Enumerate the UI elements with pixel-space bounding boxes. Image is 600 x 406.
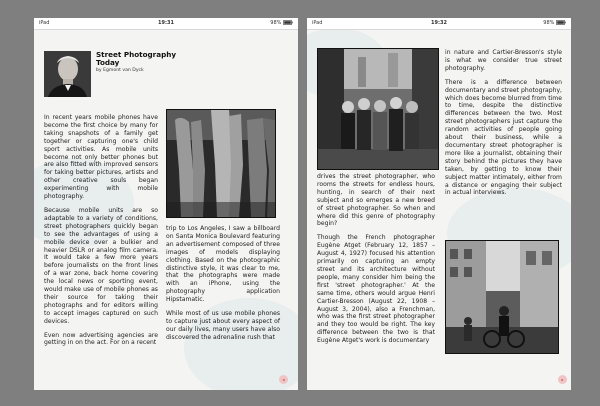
paragraph: in nature and Cartier-Bresson's style is what we consider true street photography. [445,49,562,72]
paragraph: While most of us use mobile phones to capture just about every aspect of our daily lives, many users have also discovered the adrenaline rush that [166,310,280,341]
clock: 19:31 [158,20,174,26]
text-column-1 [44,114,158,347]
page-marker[interactable]: ◂ [279,375,288,384]
paragraph: Even now advertising agencies are getting in on the act. For on a recent [44,331,158,347]
left-page [34,18,298,390]
page-marker[interactable]: ▸ [558,375,567,384]
battery-icon [556,20,566,25]
status-bar [34,18,298,30]
street-photo-crowd [317,48,439,170]
battery-indicator [270,18,293,29]
article-byline: by Egmont van Dyck [96,68,144,73]
device-label: iPad [312,20,323,26]
text-column-2 [445,49,562,197]
text-column-2 [166,225,280,342]
article-title: Street Photography Today [96,50,177,67]
battery-percent: 98% [270,20,282,26]
battery-percent: 98% [543,20,555,26]
paragraph: Because mobile units are so adaptable to a variety of conditions, street photographers quickly began to see the advantages of using a mobile device over a bulkier and heavier DSLR or analog film camera. It would take a few more years before journalists on the front lines of a war zone, back home covering the local news or sporting event, would make use of mobile phones as their source for taking their photographs and for editors willing to accept images captured on such devices. [44,206,158,325]
paragraph: There is a difference between documentary and street photography, which does become blurred from time to time, despite the distinctive differences between the two. Most street photographers just capture the random activities of people going about their business, while a documentary street photographer is more like a journalist, obtaining their story behind the pictures they have taken, by getting to know their subject matter intimately, either from a distance or engaging their subject in actual interviews. [445,78,562,197]
right-page [307,18,571,390]
text-column-1 [317,173,435,345]
street-photo-cyclist [445,240,559,354]
clock: 19:32 [431,20,447,26]
paragraph: drives the street photographer, who rooms the streets for endless hours, hunting, in search of their next subject and so emerges a new breed of street photographer. So when and where did this genre of photography begin? [317,173,435,228]
battery-indicator [543,18,566,29]
paragraph: trip to Los Angeles, I saw a billboard on Santa Monica Boulevard featuring an advertisement composed of three images of models displaying clothing. Based on the photographic distinctive style, it was clear to me, that the photographs were made with an iPhone, using the photography application Hipstamatic. [166,225,280,304]
status-bar [307,18,571,30]
paragraph: Though the French photographer Eugène Atget (February 12, 1857 – August 4, 1927) focused his attention primarily on capturing an empty street and its architecture without people, many consider him being the first 'street photographer.' At the same time, others would argue Henri Cartier-Bresson (August 22, 1908 – August 3, 2004), also a Frenchman, who was the first street photographer and they too would be right. The key difference between the two is that Eugène Atget's work is documentary [317,234,435,345]
street-photo-legs [166,109,276,218]
author-portrait [44,51,91,97]
paragraph: In recent years mobile phones have become the first choice by many for taking snapshots of a family get together or capturing one's child sport activities. As mobile units become not only better phones but are also fitted with improved sensors for taking better pictures, artists and other creative souls began experimenting with mobile photography. [44,114,158,201]
device-label: iPad [39,20,50,26]
battery-icon [283,20,293,25]
